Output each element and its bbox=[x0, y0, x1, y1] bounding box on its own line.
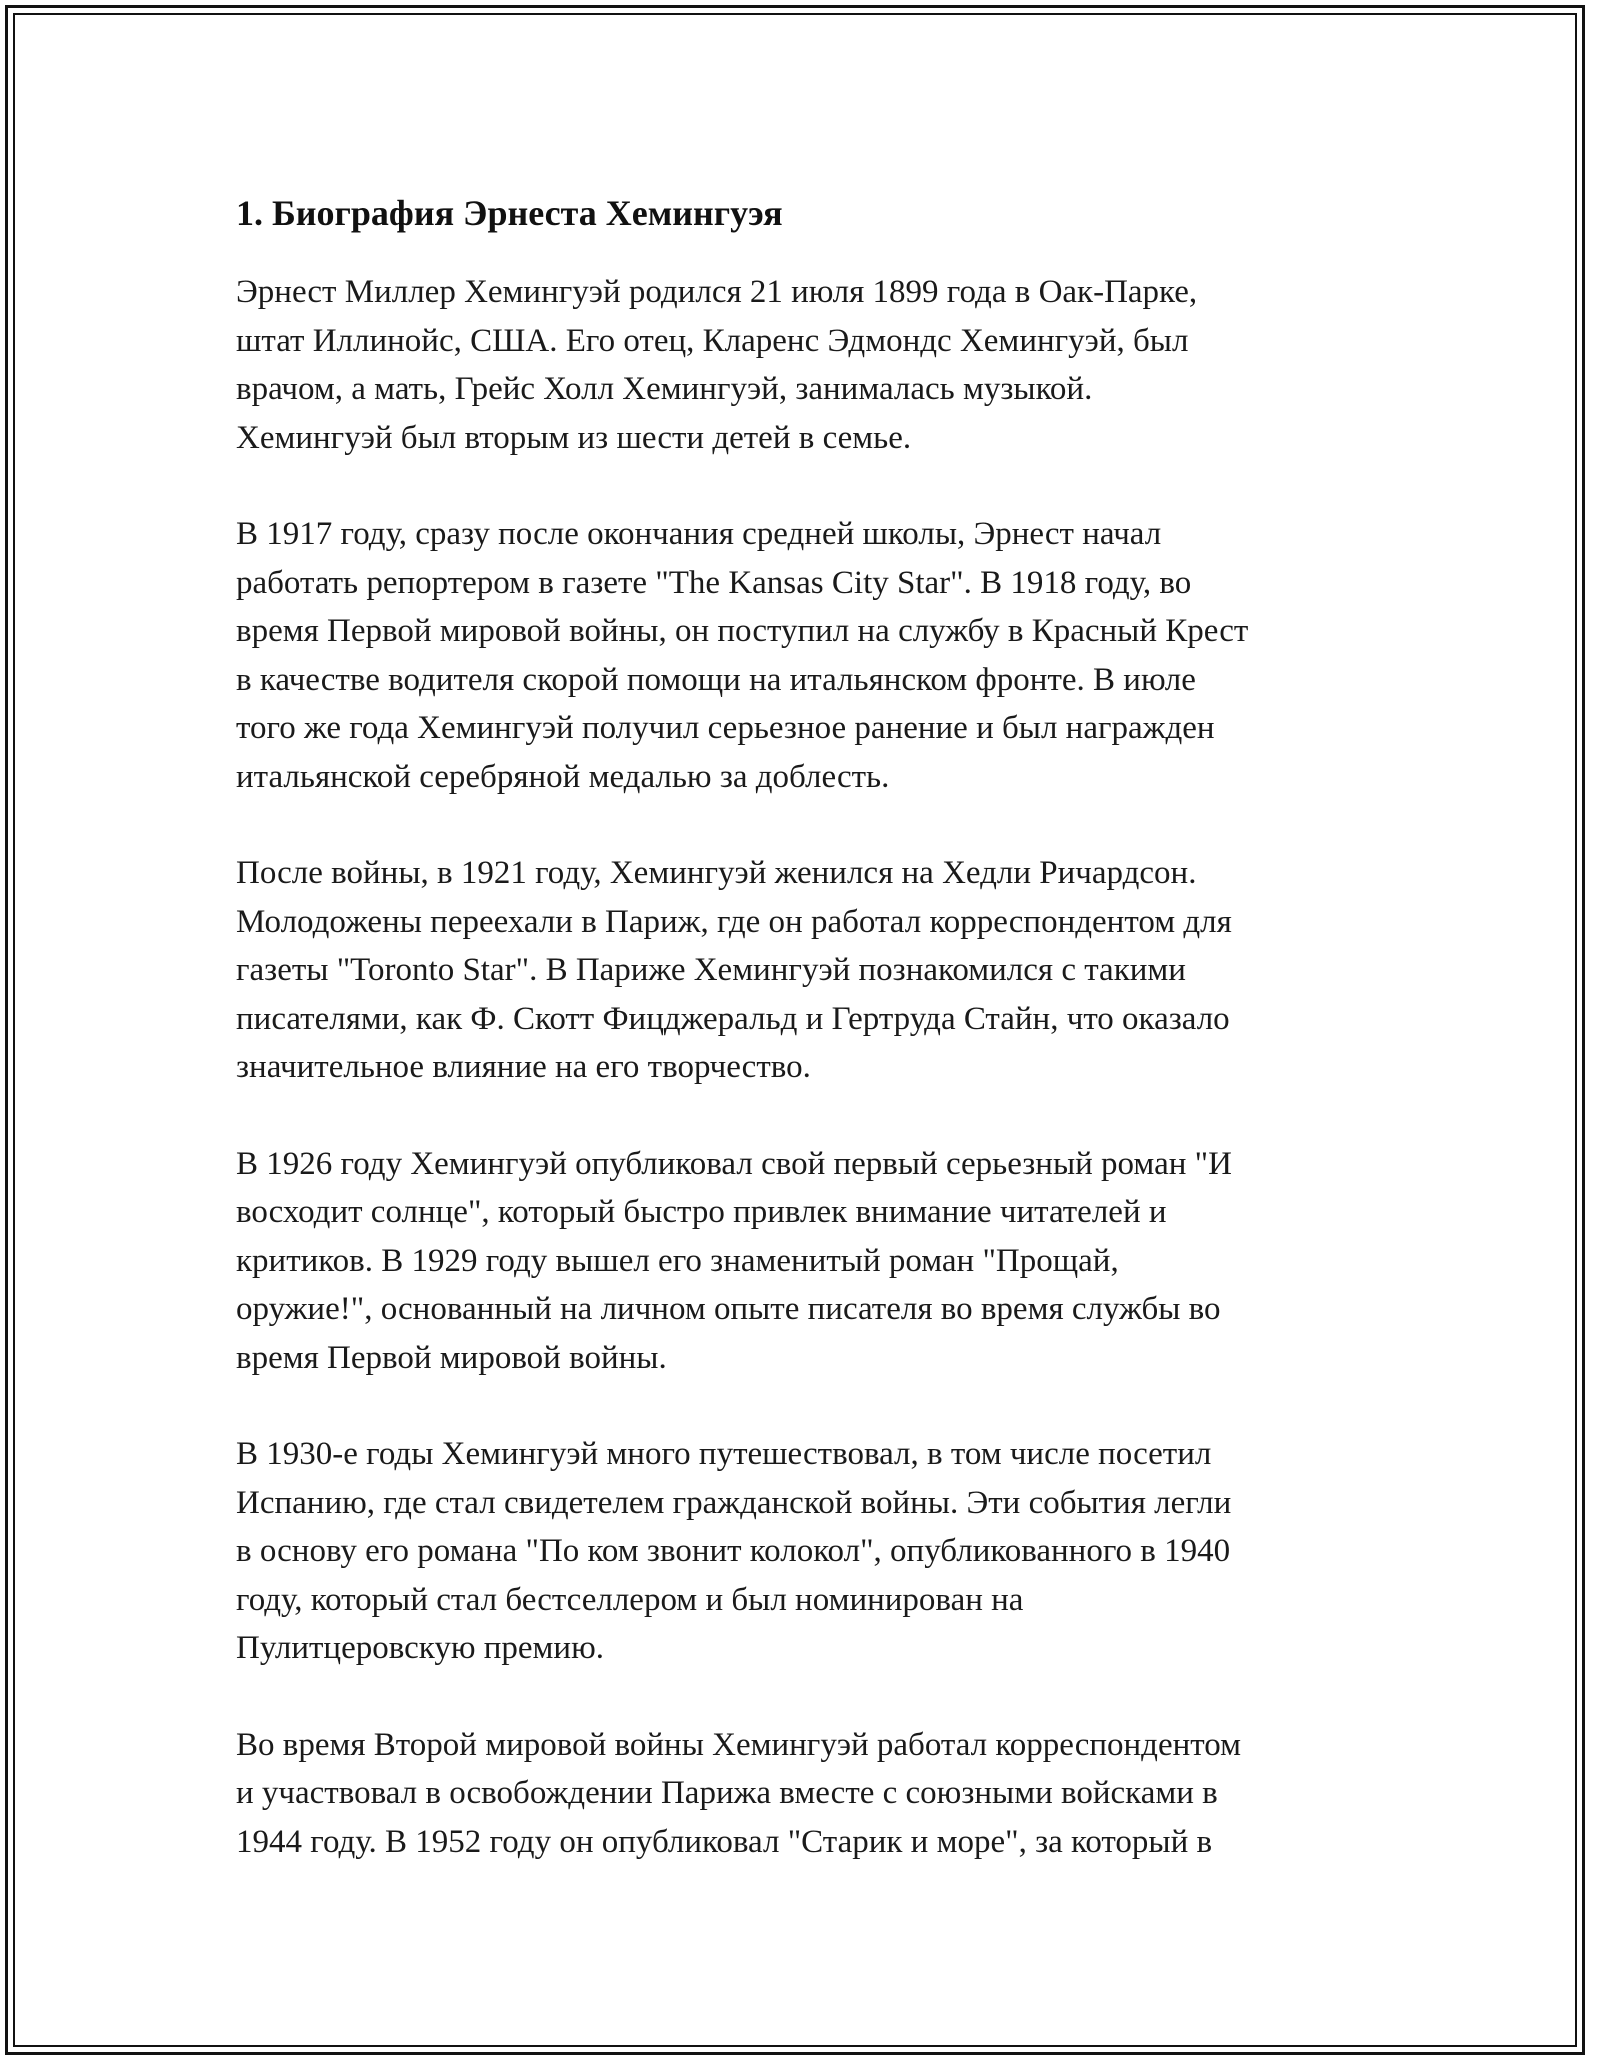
text-line: врачом, а мать, Грейс Холл Хемингуэй, занималась музыкой. bbox=[236, 371, 1093, 407]
paragraph-1 bbox=[236, 268, 1376, 462]
text-line: писателями, как Ф. Скотт Фицджеральд и Гертруда Стайн, что оказало bbox=[236, 1000, 1230, 1037]
text-line: Испанию, где стал свидетелем гражданской войны. Эти события легли bbox=[236, 1484, 1232, 1521]
text-line: году, который стал бестселлером и был номинирован на bbox=[236, 1581, 1024, 1618]
text-line: и участвовал в освобождении Парижа вместе с союзными войсками в bbox=[236, 1775, 1218, 1811]
text-line: работать репортером в газете "The Kansas City Star". В 1918 году, во bbox=[236, 564, 1192, 601]
text-line: В 1917 году, сразу после окончания средней школы, Эрнест начал bbox=[236, 516, 1162, 552]
text-line: Пулитцеровскую премию. bbox=[236, 1630, 604, 1666]
text-line: Хемингуэй был вторым из шести детей в семье. bbox=[236, 419, 912, 456]
text-line: время Первой мировой войны. bbox=[236, 1339, 667, 1376]
text-line: Молодожены переехали в Париж, где он работал корреспондентом для bbox=[236, 903, 1232, 940]
text-line: 1944 году. В 1952 году он опубликовал "Старик и море", за который в bbox=[236, 1823, 1213, 1860]
text-line: итальянской серебряной медалью за доблесть. bbox=[236, 758, 890, 795]
paragraph-3 bbox=[236, 849, 1376, 1092]
text-line: газеты "Toronto Star". В Париже Хемингуэй познакомился с такими bbox=[236, 952, 1186, 988]
text-line: После войны, в 1921 году, Хемингуэй женился на Хедли Ричардсон. bbox=[236, 855, 1197, 891]
text-line: время Первой мировой войны, он поступил на службу в Красный Крест bbox=[236, 613, 1249, 649]
text-line: Эрнест Миллер Хемингуэй родился 21 июля 1899 года в Оак-Парке, bbox=[236, 274, 1198, 310]
text-line: в основу его романа "По ком звонит колокол", опубликованного в 1940 bbox=[236, 1533, 1231, 1569]
text-line: в качестве водителя скорой помощи на итальянском фронте. В июле bbox=[236, 661, 1196, 698]
text-line: восходит солнце", который быстро привлек внимание читателей и bbox=[236, 1194, 1167, 1230]
text-line: критиков. В 1929 году вышел его знаменитый роман "Прощай, bbox=[236, 1242, 1119, 1279]
paragraph-2 bbox=[236, 510, 1376, 801]
text-line: В 1930-е годы Хемингуэй много путешествовал, в том числе посетил bbox=[236, 1436, 1212, 1472]
paragraph-6 bbox=[236, 1721, 1376, 1867]
text-line: того же года Хемингуэй получил серьезное ранение и был награжден bbox=[236, 710, 1215, 746]
text-line: значительное влияние на его творчество. bbox=[236, 1049, 811, 1085]
section-title: 1. Биография Эрнеста Хемингуэя bbox=[236, 193, 783, 233]
paragraph-5 bbox=[236, 1430, 1376, 1673]
text-line: В 1926 году Хемингуэй опубликовал свой первый серьезный роман "И bbox=[236, 1145, 1232, 1182]
text-line: Во время Второй мировой войны Хемингуэй работал корреспондентом bbox=[236, 1726, 1242, 1763]
document-body bbox=[236, 188, 1376, 1914]
text-line: оружие!", основанный на личном опыте писателя во время службы во bbox=[236, 1291, 1221, 1327]
paragraph-4 bbox=[236, 1140, 1376, 1383]
text-line: штат Иллинойс, США. Его отец, Кларенс Эдмондс Хемингуэй, был bbox=[236, 322, 1189, 359]
